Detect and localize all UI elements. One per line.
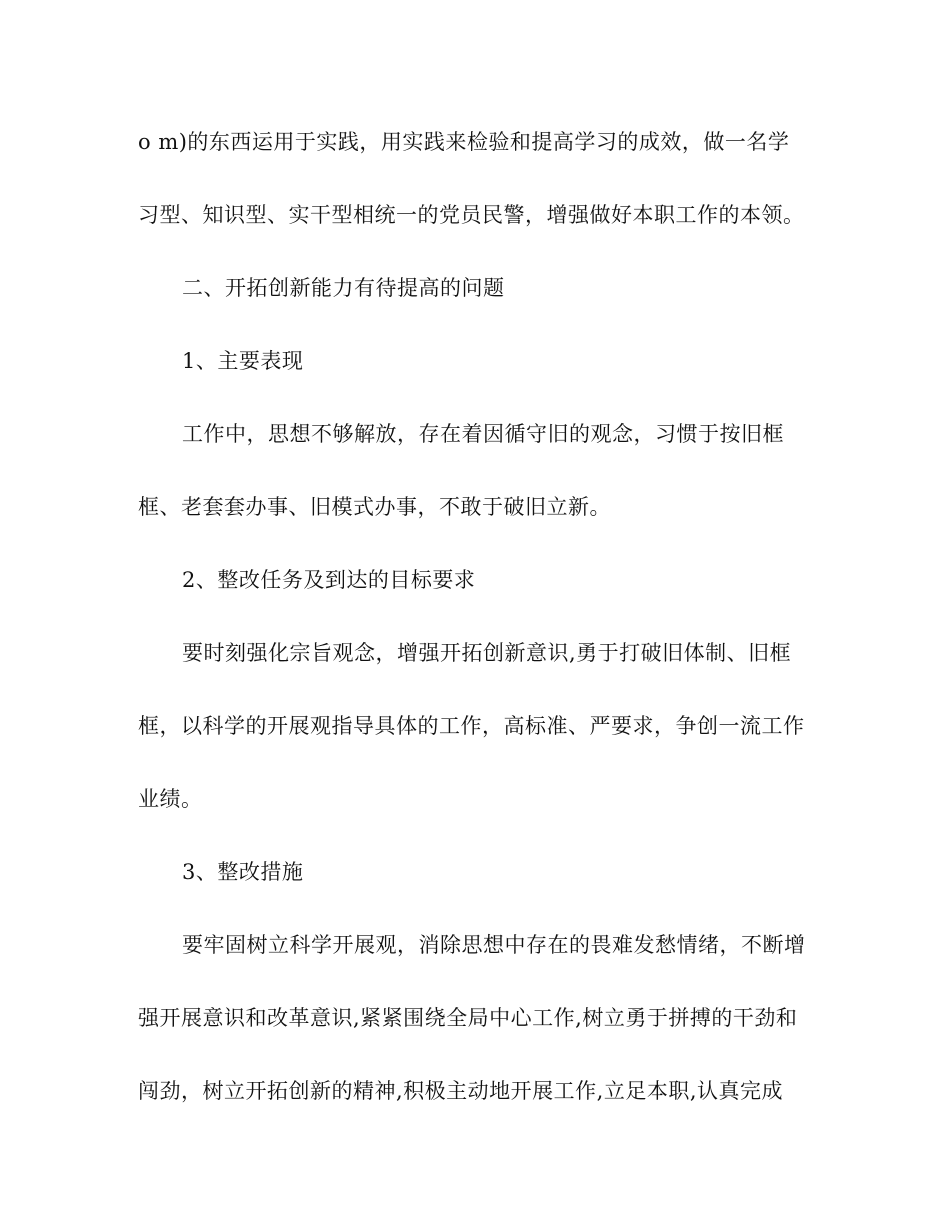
body-text-line: 要时刻强化宗旨观念，增强开拓创新意识,勇于打破旧体制、旧框 xyxy=(182,641,792,665)
body-text-line: 框、老套套办事、旧模式办事，不敢于破旧立新。 xyxy=(138,495,611,519)
body-text-line: 要牢固树立科学开展观，消除思想中存在的畏难发愁情绪，不断增 xyxy=(182,933,806,957)
body-text-line: 框，以科学的开展观指导具体的工作，高标准、严要求，争创一流工作 xyxy=(138,714,805,738)
subsection-heading: 2、整改任务及到达的目标要求 xyxy=(182,568,476,592)
body-text-line: 强开展意识和改革意识,紧紧围绕全局中心工作,树立勇于拼搏的干劲和 xyxy=(138,1006,798,1030)
body-text-line: 工作中，思想不够解放，存在着因循守旧的观念，习惯于按旧框 xyxy=(182,422,784,446)
body-text-line: o m)的东西运用于实践，用实践来检验和提高学习的成效，做一名学 xyxy=(138,130,790,154)
body-text-line: 业绩。 xyxy=(138,787,203,811)
section-heading: 二、开拓创新能力有待提高的问题 xyxy=(182,276,505,300)
subsection-heading: 3、整改措施 xyxy=(182,860,304,884)
body-text-line: 闯劲，树立开拓创新的精神,积极主动地开展工作,立足本职,认真完成 xyxy=(138,1079,784,1103)
body-text-line: 习型、知识型、实干型相统一的党员民警，增强做好本职工作的本领。 xyxy=(138,203,805,227)
subsection-heading: 1、主要表现 xyxy=(182,349,304,373)
